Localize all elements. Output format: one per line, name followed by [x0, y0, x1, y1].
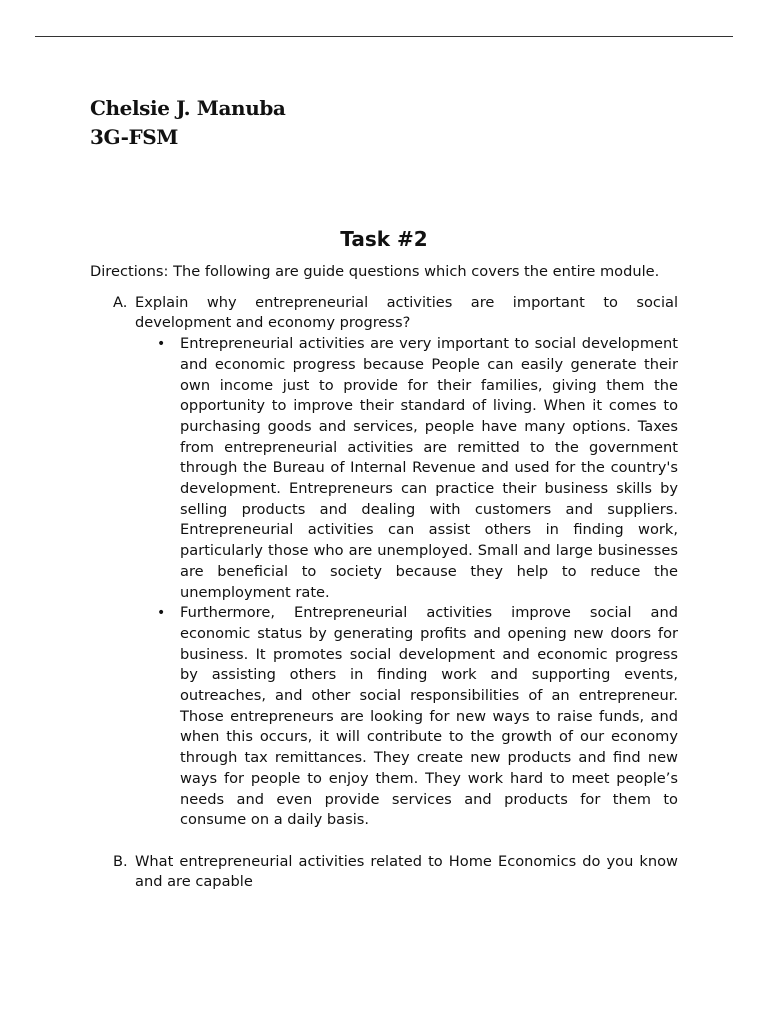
question-marker: B. [113, 852, 128, 870]
bullet-icon: • [157, 605, 166, 622]
question-b-body [135, 852, 678, 893]
document-body [90, 262, 678, 893]
bullet-icon: • [157, 336, 166, 353]
task-title: Task #2 [340, 227, 428, 251]
top-horizontal-rule [35, 36, 733, 37]
directions-paragraph: Directions: The following are guide questions which covers the entire module. [90, 263, 660, 280]
answer-text: Furthermore, Entrepreneurial activities improve social and economic status by generating profits and opening new doors for business. It promotes social development and economic progress by assisting others in finding work and supporting events, outreaches, and other social responsibilities of an entrepreneur. Those entrepreneurs are looking for new ways to raise funds, and when this occurs, it will contribute to the growth of our economy through tax remittances. They create new products and find new ways for people to enjoy them. They work hard to meet people’s needs and even provide services and products for them to consume on a daily basis. [180, 604, 678, 829]
question-b [113, 852, 678, 893]
answer-bullet [157, 603, 678, 831]
student-name: Chelsie J. Manuba [90, 96, 286, 120]
question-a-body [135, 293, 678, 831]
question-text: What entrepreneurial activities related to Home Economics do you know and are capable [135, 852, 678, 891]
question-text: Explain why entrepreneurial activities are important to social development and economy progress? [135, 293, 678, 332]
paragraph-spacer [90, 831, 678, 852]
question-marker: A. [113, 293, 128, 311]
student-section: 3G-FSM [90, 125, 179, 149]
answer-bullet [157, 334, 678, 603]
question-a [113, 293, 678, 831]
student-header [90, 94, 286, 152]
answer-text: Entrepreneurial activities are very important to social development and economic progress because People can easily generate their own income just to provide for their families, giving them the opportunity to improve their standard of living. When it comes to purchasing goods and services, people have many options. Taxes from entrepreneurial activities are remitted to the government through the Bureau of Internal Revenue and used for the country's development. Entrepreneurs can practice their business skills by selling products and dealing with customers and suppliers. Entrepreneurial activities can assist others in finding work, particularly those who are unemployed. Small and large businesses are beneficial to society because they help to reduce the unemployment rate. [180, 335, 678, 601]
